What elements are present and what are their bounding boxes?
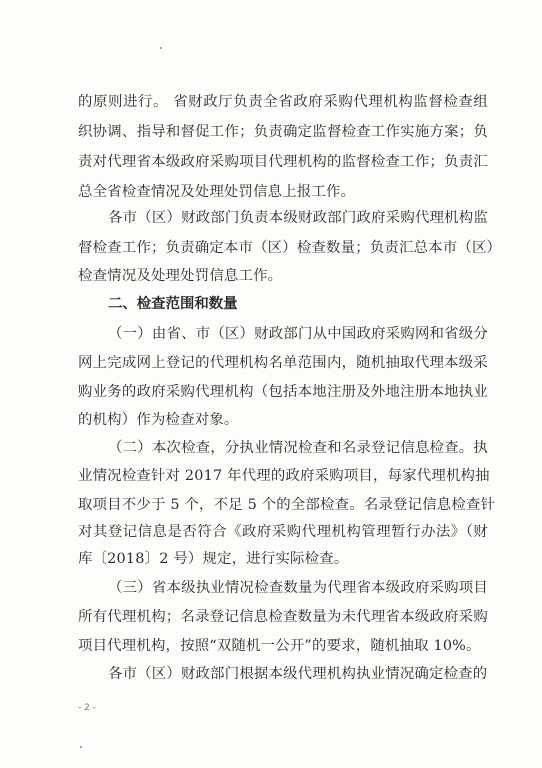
paragraph-4-line-1: （二）本次检查，分执业情况检查和名录登记信息检查。执 <box>108 440 488 456</box>
paragraph-3-line-4: 的机构）作为检查对象。 <box>78 412 239 428</box>
paragraph-1-line-1: 的原则进行。 省财政厅负责全省政府采购代理机构监督检查组 <box>78 94 488 110</box>
scan-speck <box>80 746 82 748</box>
section-heading: 二、检查范围和数量 <box>108 296 238 312</box>
paragraph-6-line-1: 各市（区）财政部门根据本级代理机构执业情况确定检查的 <box>108 666 488 682</box>
paragraph-1-line-3: 责对代理省本级政府采购项目代理机构的监督检查工作；负责汇 <box>78 154 488 170</box>
page-number: - 2 - <box>78 703 96 713</box>
paragraph-4-line-3: 取项目不少于 5 个，不足 5 个的全部检查。名录登记信息检查针 <box>78 497 496 513</box>
paragraph-3-line-3: 购业务的政府采购代理机构（包括本地注册及外地注册本地执业 <box>78 384 488 400</box>
paragraph-5-line-3: 项目代理机构，按照“双随机一公开”的要求，随机抽取 10%。 <box>78 638 481 654</box>
paragraph-2-line-1: 各市（区）财政部门负责本级财政部门政府采购代理机构监 <box>108 210 488 226</box>
paragraph-4-line-5: 库〔2018〕2 号）规定，进行实际检查。 <box>78 551 349 567</box>
paragraph-1-line-4: 总全省检查情况及处理处罚信息上报工作。 <box>78 184 356 200</box>
scan-speck <box>160 47 162 49</box>
paragraph-1-line-2: 织协调、指导和督促工作；负责确定监督检查工作实施方案；负 <box>78 124 488 140</box>
paragraph-4-line-4: 对其登记信息是否符合《政府采购代理机构管理暂行办法》（财 <box>78 524 488 540</box>
paragraph-2-line-3: 检查情况及处理处罚信息工作。 <box>78 268 283 284</box>
paragraph-3-line-1: （一）由省、市（区）财政部门从中国政府采购网和省级分 <box>108 326 488 342</box>
paragraph-3-line-2: 网上完成网上登记的代理机构名单范围内，随机抽取代理本级采 <box>78 355 488 371</box>
paragraph-5-line-1: （三）省本级执业情况检查数量为代理省本级政府采购项目 <box>108 580 488 596</box>
paragraph-4-line-2: 业情况检查针对 2017 年代理的政府采购项目，每家代理机构抽 <box>78 468 490 484</box>
paragraph-5-line-2: 所有代理机构；名录登记信息检查数量为未代理省本级政府采购 <box>78 609 488 625</box>
paragraph-2-line-2: 督检查工作；负责确定本市（区）检查数量；负责汇总本市（区） <box>78 240 502 256</box>
